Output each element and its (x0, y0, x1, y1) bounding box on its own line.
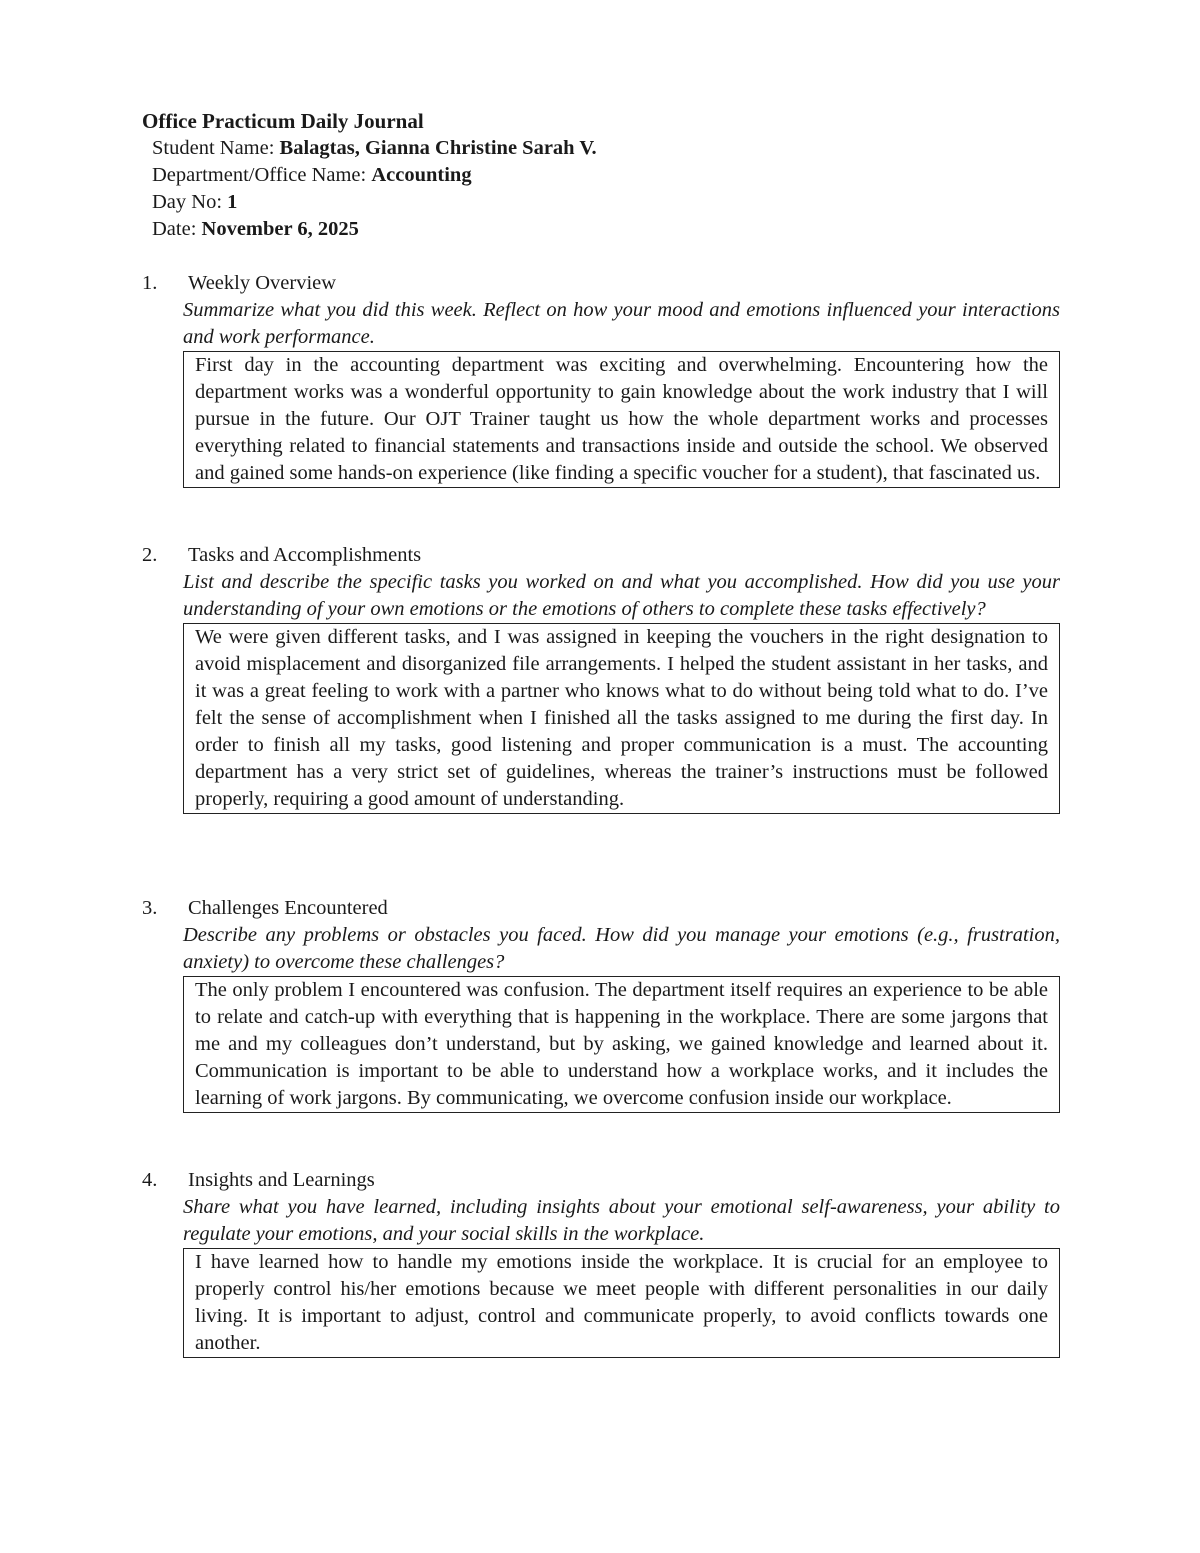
section-number: 3. (142, 897, 158, 919)
page-title: Office Practicum Daily Journal (142, 109, 424, 133)
date-row (152, 216, 597, 243)
department-row (152, 162, 597, 189)
answer-text: First day in the accounting department was exciting and overwhelming. Encountering how the department works was a wonderful opportunity to gain knowledge about the work industry that I will pursue in the future. Our OJT Trainer taught us how the whole department works and processes everything related to financial statements and transactions inside and outside the school. We observed and gained some hands-on experience (like finding a specific voucher for a student), that fascinated us. (195, 354, 1048, 484)
section-heading (142, 270, 1060, 297)
section-challenges (142, 895, 1060, 1113)
section-number: 2. (142, 544, 158, 566)
section-heading-text: Challenges Encountered (188, 897, 388, 919)
date-label: Date: (152, 218, 197, 240)
section-prompt: Describe any problems or obstacles you faced. How did you manage your emotions (e.g., frustration, anxiety) to overcome these challenges? (183, 924, 1060, 973)
section-heading-text: Tasks and Accomplishments (188, 544, 422, 566)
section-number: 4. (142, 1169, 158, 1191)
answer-box (183, 1248, 1060, 1358)
answer-box (183, 976, 1060, 1113)
answer-box (183, 623, 1060, 814)
section-heading-text: Insights and Learnings (188, 1169, 375, 1191)
department-label: Department/Office Name: (152, 164, 367, 186)
student-name-label: Student Name: (152, 137, 275, 159)
student-name-row (152, 135, 597, 162)
section-prompt: Share what you have learned, including insights about your emotional self-awareness, your ability to regulate your emotions, and your social skills in the workplace. (183, 1196, 1060, 1245)
section-prompt: Summarize what you did this week. Reflect on how your mood and emotions influenced your interactions and work performance. (183, 299, 1060, 348)
department-value: Accounting (371, 164, 472, 186)
section-number: 1. (142, 272, 158, 294)
day-label: Day No: (152, 191, 223, 213)
section-prompt: List and describe the specific tasks you worked on and what you accomplished. How did you use your understanding of your own emotions or the emotions of others to complete these tasks effectively? (183, 571, 1060, 620)
answer-text: I have learned how to handle my emotions inside the workplace. It is crucial for an employee to properly control his/her emotions because we meet people with different personalities in our daily living. It is important to adjust, control and communicate properly, to avoid conflicts towards one another. (195, 1251, 1048, 1354)
section-heading-text: Weekly Overview (188, 272, 337, 294)
student-name-value: Balagtas, Gianna Christine Sarah V. (279, 137, 597, 159)
answer-text: We were given different tasks, and I was assigned in keeping the vouchers in the right designation to avoid misplacement and disorganized file arrangements. I helped the student assistant in her tasks, and it was a great feeling to work with a partner who knows what to do without being told what to do. I’ve felt the sense of accomplishment when I finished all the tasks assigned to me during the first day. In order to finish all my tasks, good listening and proper communication is a must. The accounting department has a very strict set of guidelines, whereas the trainer’s instructions must be followed properly, requiring a good amount of understanding. (195, 626, 1048, 810)
section-weekly-overview (142, 270, 1060, 488)
student-info-block (152, 135, 597, 243)
section-heading (142, 1167, 1060, 1194)
day-value: 1 (227, 191, 238, 213)
answer-box (183, 351, 1060, 488)
answer-text: The only problem I encountered was confusion. The department itself requires an experience to be able to relate and catch-up with everything that is happening in the workplace. There are some jargons that me and my colleagues don’t understand, but by asking, we gained knowledge and learned about it. Communication is important to be able to understand how a workplace works, and it includes the learning of work jargons. By communicating, we overcome confusion inside our workplace. (195, 979, 1048, 1109)
section-insights (142, 1167, 1060, 1358)
section-tasks-accomplishments (142, 542, 1060, 814)
section-heading (142, 542, 1060, 569)
section-heading (142, 895, 1060, 922)
day-row (152, 189, 597, 216)
date-value: November 6, 2025 (201, 218, 359, 240)
